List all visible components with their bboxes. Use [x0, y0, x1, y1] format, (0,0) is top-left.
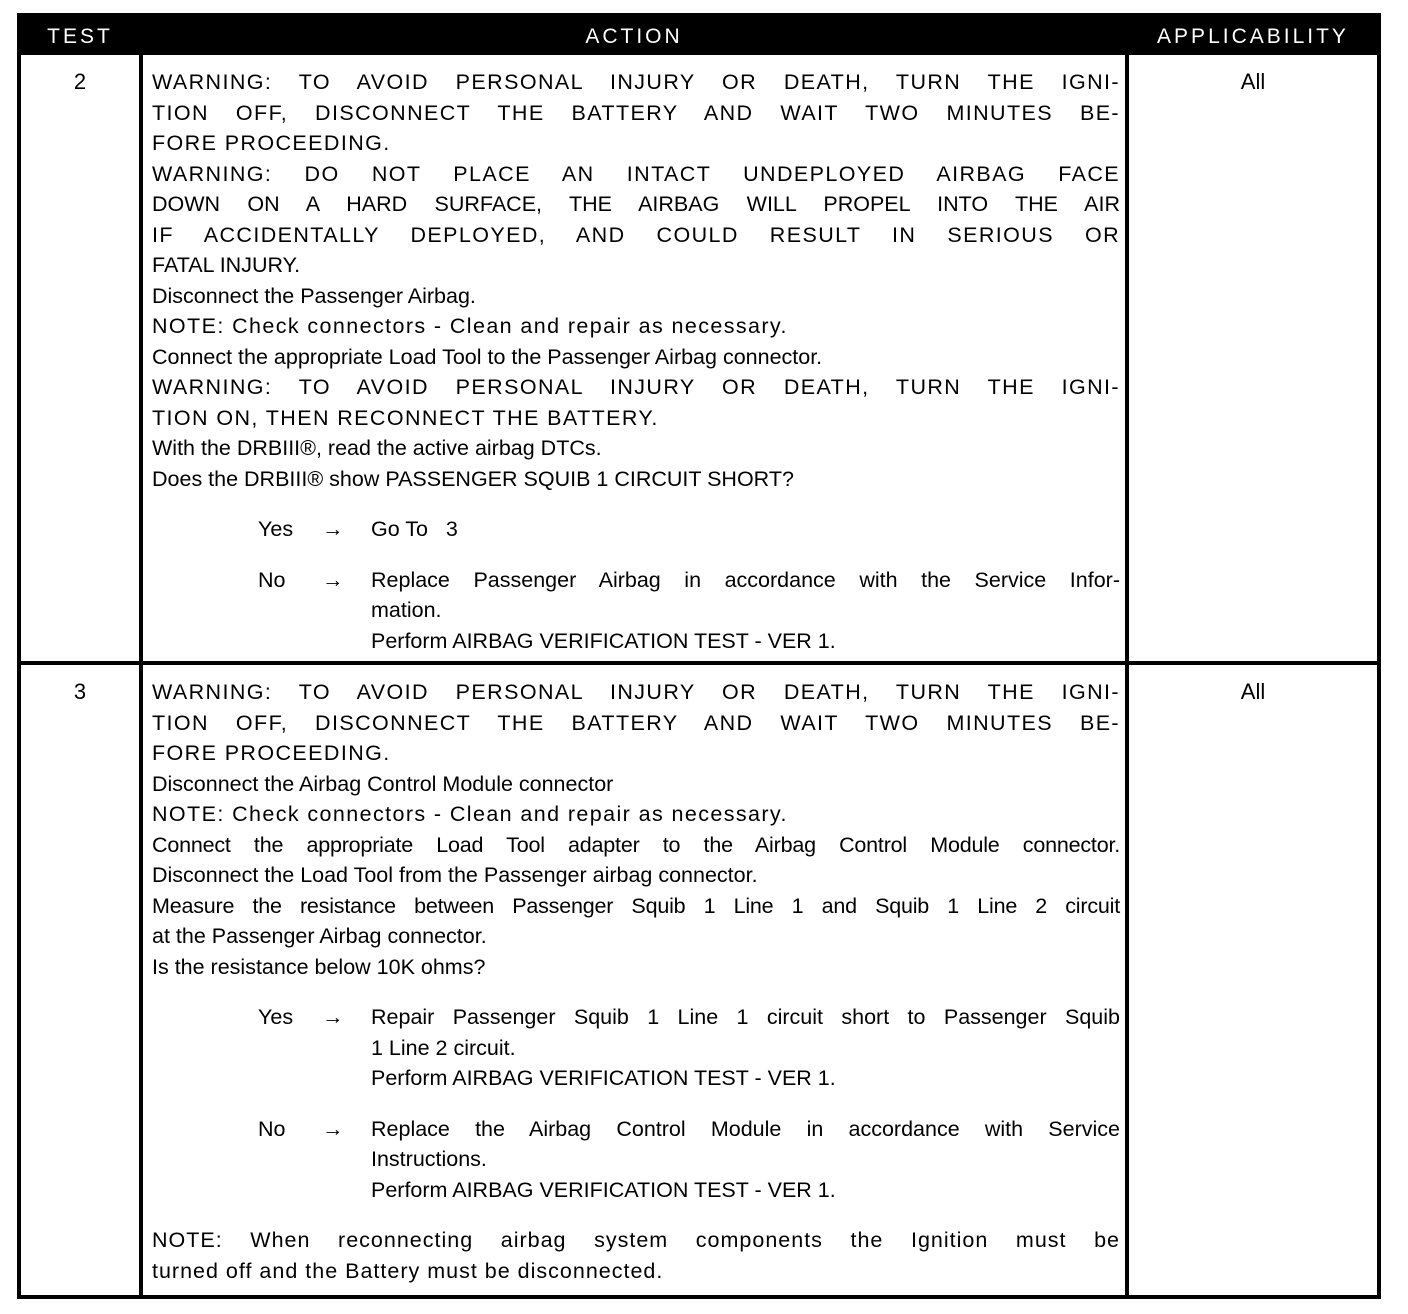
action-line: Does the DRBIII® show PASSENGER SQUIB 1 CIRCUIT SHORT? [152, 466, 794, 491]
action-line: Disconnect the Load Tool from the Passenger airbag connector. [152, 863, 758, 887]
action-test-3 [152, 677, 1120, 1286]
response-yes [152, 514, 1120, 545]
applicability-row-2: All [1240, 69, 1266, 94]
action-line: Is the resistance below 10K ohms? [152, 954, 486, 979]
note-line: NOTE: When reconnecting airbag system components the Ignition must be [152, 1228, 1120, 1252]
response-line: 1 Line 2 circuit. [371, 1035, 516, 1060]
action-line: With the DRBIII®, read the active airbag DTCs. [152, 436, 602, 460]
response-line: Repair Passenger Squib 1 Line 1 circuit short to Passenger Squib [371, 1005, 1120, 1029]
action-line: WARNING: DO NOT PLACE AN INTACT UNDEPLOYED AIRBAG FACE [152, 161, 1120, 186]
response-word: Yes [258, 1005, 294, 1029]
action-test-2 [152, 67, 1120, 656]
action-line: Measure the resistance between Passenger Squib 1 Line 1 and Squib 1 Line 2 circuit [152, 893, 1120, 918]
action-line: NOTE: Check connectors - Clean and repair as necessary. [152, 314, 788, 338]
note-line: turned off and the Battery must be disconnected. [152, 1258, 664, 1283]
table-header [21, 17, 1377, 55]
closing-note [152, 1225, 1120, 1286]
column-divider-test [139, 55, 143, 1295]
response-word: No [258, 1116, 286, 1141]
column-divider-applicability [1125, 55, 1129, 1295]
arrow-right-icon: → [322, 1005, 344, 1029]
action-line: DOWN ON A HARD SURFACE, THE AIRBAG WILL PROPEL INTO THE AIR [152, 192, 1120, 216]
action-line: IF ACCIDENTALLY DEPLOYED, AND COULD RESULT IN SERIOUS OR [152, 222, 1120, 247]
header-test: TEST [47, 25, 113, 48]
test-number-2: 2 [73, 69, 87, 94]
response-line: Replace the Airbag Control Module in accordance with Service [371, 1116, 1120, 1141]
response-line: Perform AIRBAG VERIFICATION TEST - VER 1. [371, 628, 836, 653]
diagnostic-table [17, 13, 1381, 1299]
action-line: WARNING: TO AVOID PERSONAL INJURY OR DEATH, TURN THE IGNI- [152, 70, 1120, 94]
action-line: Connect the appropriate Load Tool adapter to the Airbag Control Module connector. [152, 832, 1120, 857]
row-divider [21, 661, 1377, 665]
arrow-right-icon: → [322, 1116, 344, 1141]
response-word: No [258, 567, 286, 592]
response-line: mation. [371, 598, 442, 622]
action-line: WARNING: TO AVOID PERSONAL INJURY OR DEATH, TURN THE IGNI- [152, 680, 1120, 704]
response-line: Instructions. [371, 1147, 487, 1171]
test-number-3: 3 [73, 679, 87, 704]
response-yes [152, 1002, 1120, 1094]
response-line: Perform AIRBAG VERIFICATION TEST - VER 1. [371, 1066, 836, 1090]
applicability-row-3: All [1240, 679, 1266, 704]
response-word: Yes [258, 517, 294, 541]
action-line: WARNING: TO AVOID PERSONAL INJURY OR DEATH, TURN THE IGNI- [152, 375, 1120, 399]
response-no [152, 1114, 1120, 1206]
response-line: Go To 3 [371, 517, 458, 541]
action-line: FATAL INJURY. [152, 253, 301, 277]
header-applicability: APPLICABILITY [1157, 25, 1349, 48]
action-line: FORE PROCEEDING. [152, 131, 391, 155]
response-no [152, 565, 1120, 657]
arrow-right-icon: → [322, 567, 344, 592]
arrow-right-icon: → [322, 517, 344, 541]
response-line: Replace Passenger Airbag in accordance with the Service Infor- [371, 567, 1120, 592]
response-line: Perform AIRBAG VERIFICATION TEST - VER 1. [371, 1177, 836, 1202]
header-action: ACTION [585, 25, 683, 48]
action-line: FORE PROCEEDING. [152, 741, 391, 765]
action-line: NOTE: Check connectors - Clean and repair as necessary. [152, 802, 788, 826]
action-line: TION OFF, DISCONNECT THE BATTERY AND WAIT TWO MINUTES BE- [152, 710, 1120, 735]
action-line: at the Passenger Airbag connector. [152, 924, 487, 948]
action-line: Disconnect the Airbag Control Module connector [152, 771, 614, 796]
action-line: TION ON, THEN RECONNECT THE BATTERY. [152, 405, 659, 430]
action-line: Disconnect the Passenger Airbag. [152, 283, 476, 308]
action-line: Connect the appropriate Load Tool to the Passenger Airbag connector. [152, 344, 823, 369]
action-line: TION OFF, DISCONNECT THE BATTERY AND WAIT TWO MINUTES BE- [152, 100, 1120, 125]
